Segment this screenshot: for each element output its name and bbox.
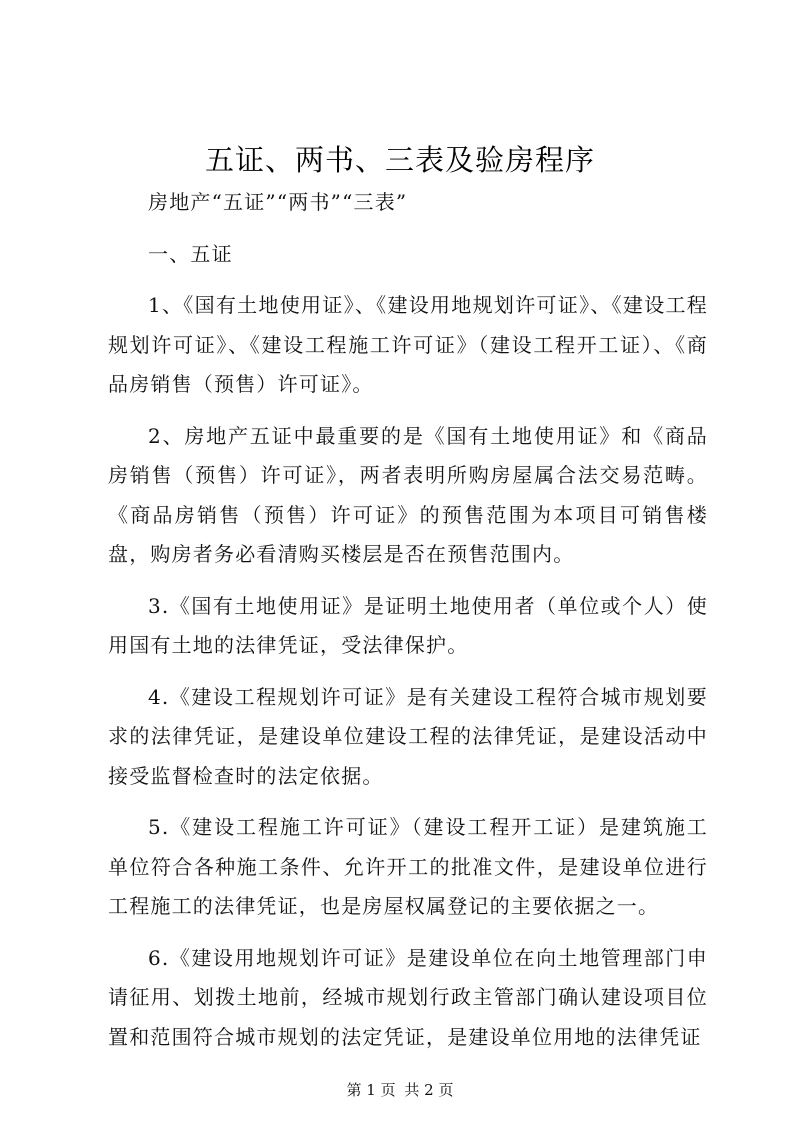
document-body <box>108 183 708 1069</box>
section-heading: 一、五证 <box>148 241 233 266</box>
paragraph: 4.《建设工程规划许可证》是有关建设工程符合城市规划要求的法律凭证，是建设单位建设工程的法律凭证，是建设活动中接受监督检查时的法定依据。 <box>108 684 708 788</box>
page-total: 共 2 页 <box>404 1081 454 1099</box>
paragraph: 2、房地产五证中最重要的是《国有土地使用证》和《商品房销售（预售）许可证》，两者表明所购房屋属合法交易范畴。《商品房销售（预售）许可证》的预售范围为本项目可销售楼盘，购房者务必看清购买楼层是否在预售范围内。 <box>108 423 708 566</box>
document-title: 五证、两书、三表及验房程序 <box>204 143 595 177</box>
paragraph: 1、《国有土地使用证》、《建设用地规划许可证》、《建设工程规划许可证》、《建设工程施工许可证》（建设工程开工证）、《商品房销售（预售）许可证》。 <box>108 293 708 396</box>
paragraph: 6.《建设用地规划许可证》是建设单位在向土地管理部门申请征用、划拨土地前，经城市规划行政主管部门确认建设项目位置和范围符合城市规划的法定凭证，是建设单位用地的法律凭证 <box>108 945 708 1049</box>
paragraph: 3.《国有土地使用证》是证明土地使用者（单位或个人）使用国有土地的法律凭证，受法律保护。 <box>108 593 708 657</box>
paragraph-heading: 房地产“五证”“两书”“三表” <box>148 190 408 214</box>
page-number: 第 1 页 <box>346 1081 396 1099</box>
page-footer <box>0 1079 800 1100</box>
paragraph: 5.《建设工程施工许可证》（建设工程开工证）是建筑施工单位符合各种施工条件、允许开工的批准文件，是建设单位进行工程施工的法律凭证，也是房屋权属登记的主要依据之一。 <box>108 815 708 918</box>
